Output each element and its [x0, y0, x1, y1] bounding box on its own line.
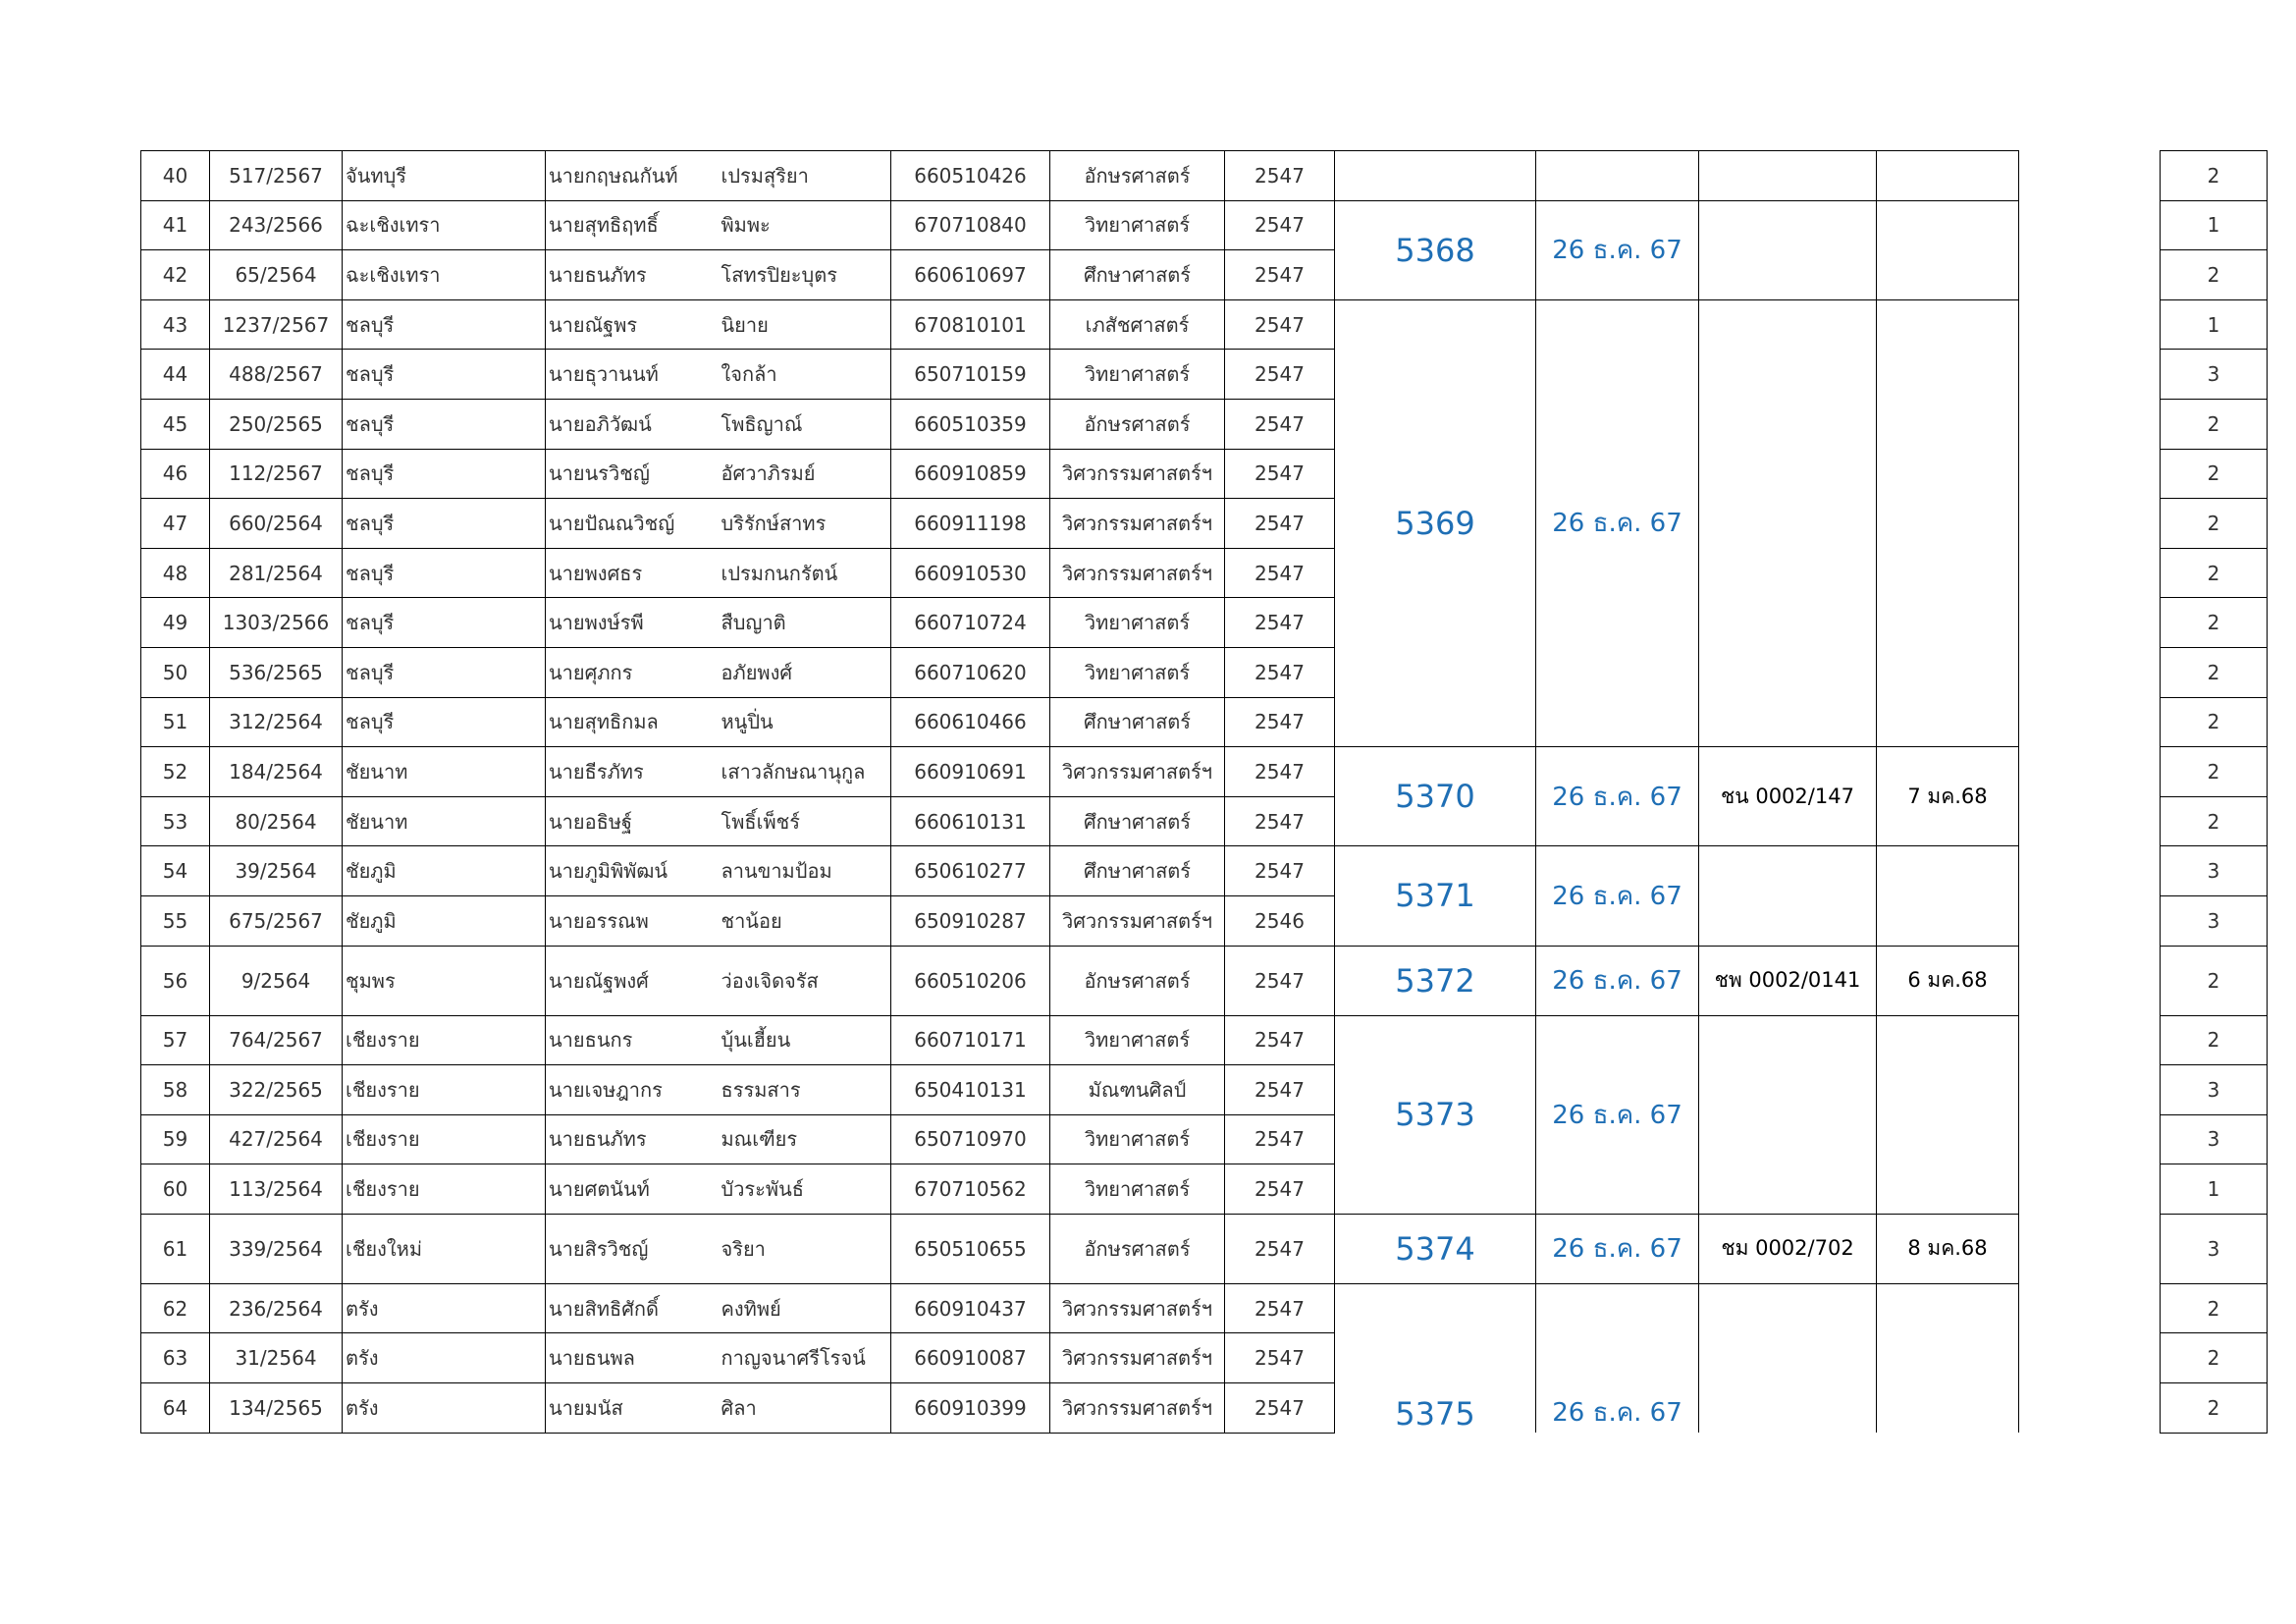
faculty-cell: วิทยาศาสตร์: [1050, 1164, 1225, 1215]
first-name-cell: นายศุภกร: [546, 647, 719, 697]
table-row: [141, 1283, 2268, 1333]
case-code-cell: 427/2564: [210, 1114, 343, 1164]
case-code-cell: 517/2567: [210, 151, 343, 201]
row-number-cell: 51: [141, 697, 210, 747]
first-name-cell: นายสุทธิกมล: [546, 697, 719, 747]
last-name-cell: เสาวลักษณานุกูล: [719, 747, 891, 797]
last-name-cell: โพธิญาณ์: [719, 399, 891, 449]
birth-year-cell: 2547: [1225, 846, 1335, 896]
sequence-cell: 2: [2161, 548, 2268, 598]
faculty-cell: วิศวกรรมศาสตร์ฯ: [1050, 1383, 1225, 1434]
reference-date-cell: [1877, 846, 2019, 946]
spacer-cell: [2019, 350, 2161, 400]
case-code-cell: 536/2565: [210, 647, 343, 697]
last-name-cell: จริยา: [719, 1214, 891, 1283]
student-id-cell: 670710840: [891, 200, 1050, 250]
spacer-cell: [2019, 1383, 2161, 1434]
birth-year-cell: 2547: [1225, 350, 1335, 400]
sequence-cell: 3: [2161, 1065, 2268, 1115]
book-number-cell: 5370: [1335, 747, 1536, 846]
spacer-cell: [2019, 895, 2161, 946]
row-number-cell: 64: [141, 1383, 210, 1434]
row-number-cell: 46: [141, 449, 210, 499]
birth-year-cell: 2546: [1225, 895, 1335, 946]
student-id-cell: 660710620: [891, 647, 1050, 697]
sequence-cell: 2: [2161, 946, 2268, 1015]
case-code-cell: 184/2564: [210, 747, 343, 797]
sequence-cell: 2: [2161, 1383, 2268, 1434]
reference-number-cell: [1699, 1015, 1877, 1214]
sequence-cell: 3: [2161, 895, 2268, 946]
sequence-cell: 2: [2161, 1015, 2268, 1065]
row-number-cell: 63: [141, 1333, 210, 1383]
faculty-cell: วิทยาศาสตร์: [1050, 598, 1225, 648]
birth-year-cell: 2547: [1225, 1214, 1335, 1283]
case-code-cell: 80/2564: [210, 796, 343, 846]
row-number-cell: 50: [141, 647, 210, 697]
last-name-cell: โสทรปิยะบุตร: [719, 250, 891, 300]
faculty-cell: ศึกษาศาสตร์: [1050, 697, 1225, 747]
reference-date-cell: [1877, 1283, 2019, 1433]
reference-date-cell: 8 มค.68: [1877, 1214, 2019, 1283]
book-date-cell: 26 ธ.ค. 67: [1536, 946, 1699, 1015]
row-number-cell: 44: [141, 350, 210, 400]
student-id-cell: 660710724: [891, 598, 1050, 648]
case-code-cell: 65/2564: [210, 250, 343, 300]
birth-year-cell: 2547: [1225, 200, 1335, 250]
first-name-cell: นายภูมิพิพัฒน์: [546, 846, 719, 896]
case-code-cell: 243/2566: [210, 200, 343, 250]
first-name-cell: นายณัฐพร: [546, 299, 719, 350]
reference-number-cell: [1699, 846, 1877, 946]
sequence-cell: 2: [2161, 697, 2268, 747]
province-cell: ชลบุรี: [343, 548, 546, 598]
student-id-cell: 660510359: [891, 399, 1050, 449]
student-id-cell: 650410131: [891, 1065, 1050, 1115]
case-code-cell: 9/2564: [210, 946, 343, 1015]
last-name-cell: อัศวาภิรมย์: [719, 449, 891, 499]
last-name-cell: ลานขามป้อม: [719, 846, 891, 896]
row-number-cell: 61: [141, 1214, 210, 1283]
row-number-cell: 52: [141, 747, 210, 797]
reference-number-cell: [1699, 200, 1877, 299]
case-code-cell: 113/2564: [210, 1164, 343, 1215]
book-date-cell: 26 ธ.ค. 67: [1536, 1214, 1699, 1283]
first-name-cell: นายธีรภัทร: [546, 747, 719, 797]
last-name-cell: ชาน้อย: [719, 895, 891, 946]
student-id-cell: 650510655: [891, 1214, 1050, 1283]
sequence-cell: 3: [2161, 350, 2268, 400]
spacer-cell: [2019, 1164, 2161, 1215]
sequence-cell: 2: [2161, 250, 2268, 300]
student-id-cell: 660910859: [891, 449, 1050, 499]
row-number-cell: 60: [141, 1164, 210, 1215]
student-id-cell: 650710159: [891, 350, 1050, 400]
row-number-cell: 49: [141, 598, 210, 648]
birth-year-cell: 2547: [1225, 697, 1335, 747]
reference-number-cell: ชม 0002/702: [1699, 1214, 1877, 1283]
faculty-cell: อักษรศาสตร์: [1050, 399, 1225, 449]
spacer-cell: [2019, 1214, 2161, 1283]
row-number-cell: 59: [141, 1114, 210, 1164]
birth-year-cell: 2547: [1225, 747, 1335, 797]
first-name-cell: นายอรรณพ: [546, 895, 719, 946]
spacer-cell: [2019, 1114, 2161, 1164]
student-id-cell: 660910530: [891, 548, 1050, 598]
last-name-cell: พิมพะ: [719, 200, 891, 250]
province-cell: ตรัง: [343, 1383, 546, 1434]
row-number-cell: 41: [141, 200, 210, 250]
table-row: [141, 846, 2268, 896]
reference-number-cell: [1699, 299, 1877, 746]
case-code-cell: 134/2565: [210, 1383, 343, 1434]
first-name-cell: นายมนัส: [546, 1383, 719, 1434]
book-date-cell: 26 ธ.ค. 67: [1536, 1283, 1699, 1433]
student-id-cell: 660910399: [891, 1383, 1050, 1434]
last-name-cell: บัวระพันธ์: [719, 1164, 891, 1215]
faculty-cell: ศึกษาศาสตร์: [1050, 846, 1225, 896]
last-name-cell: อภัยพงศ์: [719, 647, 891, 697]
last-name-cell: ใจกล้า: [719, 350, 891, 400]
province-cell: ชลบุรี: [343, 399, 546, 449]
province-cell: ชัยนาท: [343, 796, 546, 846]
birth-year-cell: 2547: [1225, 1283, 1335, 1333]
sequence-cell: 2: [2161, 1283, 2268, 1333]
case-code-cell: 764/2567: [210, 1015, 343, 1065]
spacer-cell: [2019, 1015, 2161, 1065]
case-code-cell: 312/2564: [210, 697, 343, 747]
faculty-cell: วิศวกรรมศาสตร์ฯ: [1050, 1333, 1225, 1383]
student-id-cell: 660610697: [891, 250, 1050, 300]
province-cell: ตรัง: [343, 1283, 546, 1333]
first-name-cell: นายธุวานนท์: [546, 350, 719, 400]
first-name-cell: นายเจษฎากร: [546, 1065, 719, 1115]
student-id-cell: 660910087: [891, 1333, 1050, 1383]
reference-number-cell: ชพ 0002/0141: [1699, 946, 1877, 1015]
table-row: [141, 200, 2268, 250]
province-cell: ชุมพร: [343, 946, 546, 1015]
book-date-cell: 26 ธ.ค. 67: [1536, 747, 1699, 846]
sequence-cell: 2: [2161, 598, 2268, 648]
province-cell: เชียงราย: [343, 1015, 546, 1065]
province-cell: ชลบุรี: [343, 598, 546, 648]
province-cell: ชัยนาท: [343, 747, 546, 797]
birth-year-cell: 2547: [1225, 598, 1335, 648]
spacer-cell: [2019, 697, 2161, 747]
spacer-cell: [2019, 796, 2161, 846]
row-number-cell: 54: [141, 846, 210, 896]
case-code-cell: 281/2564: [210, 548, 343, 598]
row-number-cell: 45: [141, 399, 210, 449]
birth-year-cell: 2547: [1225, 1383, 1335, 1434]
book-date-cell: [1536, 151, 1699, 201]
birth-year-cell: 2547: [1225, 1015, 1335, 1065]
last-name-cell: ว่องเจิดจรัส: [719, 946, 891, 1015]
first-name-cell: นายธนพล: [546, 1333, 719, 1383]
case-code-cell: 675/2567: [210, 895, 343, 946]
sequence-cell: 1: [2161, 299, 2268, 350]
row-number-cell: 56: [141, 946, 210, 1015]
first-name-cell: นายธนภัทร: [546, 1114, 719, 1164]
first-name-cell: นายอภิวัฒน์: [546, 399, 719, 449]
reference-date-cell: 6 มค.68: [1877, 946, 2019, 1015]
book-number-cell: [1335, 151, 1536, 201]
book-number-cell: 5375: [1335, 1283, 1536, 1433]
first-name-cell: นายสุทธิฤทธิ์: [546, 200, 719, 250]
spacer-cell: [2019, 647, 2161, 697]
row-number-cell: 55: [141, 895, 210, 946]
province-cell: ชลบุรี: [343, 697, 546, 747]
faculty-cell: วิทยาศาสตร์: [1050, 1015, 1225, 1065]
case-code-cell: 660/2564: [210, 499, 343, 549]
table-row: [141, 299, 2268, 350]
book-date-cell: 26 ธ.ค. 67: [1536, 846, 1699, 946]
province-cell: เชียงราย: [343, 1114, 546, 1164]
province-cell: ฉะเชิงเทรา: [343, 200, 546, 250]
birth-year-cell: 2547: [1225, 1164, 1335, 1215]
book-number-cell: 5368: [1335, 200, 1536, 299]
first-name-cell: นายพงษ์รพี: [546, 598, 719, 648]
faculty-cell: อักษรศาสตร์: [1050, 151, 1225, 201]
book-number-cell: 5371: [1335, 846, 1536, 946]
province-cell: เชียงราย: [343, 1065, 546, 1115]
last-name-cell: โพธิ์เพ็ชร์: [719, 796, 891, 846]
book-date-cell: 26 ธ.ค. 67: [1536, 299, 1699, 746]
spacer-cell: [2019, 747, 2161, 797]
birth-year-cell: 2547: [1225, 647, 1335, 697]
last-name-cell: บุ้นเฮี้ยน: [719, 1015, 891, 1065]
case-code-cell: 112/2567: [210, 449, 343, 499]
faculty-cell: ศึกษาศาสตร์: [1050, 796, 1225, 846]
reference-number-cell: [1699, 151, 1877, 201]
student-id-cell: 660610466: [891, 697, 1050, 747]
birth-year-cell: 2547: [1225, 151, 1335, 201]
province-cell: ตรัง: [343, 1333, 546, 1383]
row-number-cell: 47: [141, 499, 210, 549]
reference-date-cell: [1877, 200, 2019, 299]
book-date-cell: 26 ธ.ค. 67: [1536, 200, 1699, 299]
province-cell: ชลบุรี: [343, 499, 546, 549]
student-id-cell: 660510206: [891, 946, 1050, 1015]
spacer-cell: [2019, 1283, 2161, 1333]
last-name-cell: ศิลา: [719, 1383, 891, 1434]
province-cell: เชียงใหม่: [343, 1214, 546, 1283]
sequence-cell: 2: [2161, 747, 2268, 797]
sequence-cell: 3: [2161, 1114, 2268, 1164]
record-table: [140, 150, 2268, 1434]
faculty-cell: วิทยาศาสตร์: [1050, 1114, 1225, 1164]
sequence-cell: 2: [2161, 151, 2268, 201]
province-cell: จันทบุรี: [343, 151, 546, 201]
table-row: [141, 1015, 2268, 1065]
student-id-cell: 660510426: [891, 151, 1050, 201]
sequence-cell: 2: [2161, 499, 2268, 549]
spacer-cell: [2019, 1333, 2161, 1383]
first-name-cell: นายณัฐพงศ์: [546, 946, 719, 1015]
table-row: [141, 946, 2268, 1015]
case-code-cell: 488/2567: [210, 350, 343, 400]
spacer-cell: [2019, 548, 2161, 598]
last-name-cell: หนูปิ่น: [719, 697, 891, 747]
first-name-cell: นายกฤษณกันท์: [546, 151, 719, 201]
student-id-cell: 660610131: [891, 796, 1050, 846]
first-name-cell: นายศตนันท์: [546, 1164, 719, 1215]
province-cell: ชัยภูมิ: [343, 895, 546, 946]
table-row: [141, 151, 2268, 201]
spacer-cell: [2019, 499, 2161, 549]
birth-year-cell: 2547: [1225, 796, 1335, 846]
birth-year-cell: 2547: [1225, 946, 1335, 1015]
last-name-cell: ธรรมสาร: [719, 1065, 891, 1115]
faculty-cell: วิศวกรรมศาสตร์ฯ: [1050, 1283, 1225, 1333]
case-code-cell: 339/2564: [210, 1214, 343, 1283]
case-code-cell: 236/2564: [210, 1283, 343, 1333]
reference-date-cell: [1877, 1015, 2019, 1214]
first-name-cell: นายสิทธิศักดิ์: [546, 1283, 719, 1333]
sequence-cell: 1: [2161, 200, 2268, 250]
student-id-cell: 670710562: [891, 1164, 1050, 1215]
province-cell: ชลบุรี: [343, 647, 546, 697]
birth-year-cell: 2547: [1225, 250, 1335, 300]
last-name-cell: เปรมกนกรัตน์: [719, 548, 891, 598]
first-name-cell: นายนรวิชญ์: [546, 449, 719, 499]
birth-year-cell: 2547: [1225, 499, 1335, 549]
spacer-cell: [2019, 250, 2161, 300]
last-name-cell: นิยาย: [719, 299, 891, 350]
birth-year-cell: 2547: [1225, 548, 1335, 598]
book-number-cell: 5373: [1335, 1015, 1536, 1214]
sequence-cell: 2: [2161, 647, 2268, 697]
faculty-cell: วิทยาศาสตร์: [1050, 200, 1225, 250]
spacer-cell: [2019, 1065, 2161, 1115]
sequence-cell: 1: [2161, 1164, 2268, 1215]
first-name-cell: นายธนกร: [546, 1015, 719, 1065]
case-code-cell: 322/2565: [210, 1065, 343, 1115]
province-cell: เชียงราย: [343, 1164, 546, 1215]
spacer-cell: [2019, 449, 2161, 499]
spacer-cell: [2019, 200, 2161, 250]
birth-year-cell: 2547: [1225, 1065, 1335, 1115]
row-number-cell: 58: [141, 1065, 210, 1115]
student-id-cell: 660910437: [891, 1283, 1050, 1333]
student-id-cell: 660710171: [891, 1015, 1050, 1065]
first-name-cell: นายสิรวิชญ์: [546, 1214, 719, 1283]
sequence-cell: 3: [2161, 1214, 2268, 1283]
spacer-cell: [2019, 399, 2161, 449]
book-date-cell: 26 ธ.ค. 67: [1536, 1015, 1699, 1214]
birth-year-cell: 2547: [1225, 399, 1335, 449]
faculty-cell: เภสัชศาสตร์: [1050, 299, 1225, 350]
student-id-cell: 650610277: [891, 846, 1050, 896]
birth-year-cell: 2547: [1225, 1333, 1335, 1383]
last-name-cell: กาญจนาศรีโรจน์: [719, 1333, 891, 1383]
faculty-cell: อักษรศาสตร์: [1050, 1214, 1225, 1283]
reference-date-cell: 7 มค.68: [1877, 747, 2019, 846]
reference-number-cell: ชน 0002/147: [1699, 747, 1877, 846]
last-name-cell: คงทิพย์: [719, 1283, 891, 1333]
student-id-cell: 650710970: [891, 1114, 1050, 1164]
province-cell: ชลบุรี: [343, 449, 546, 499]
sequence-cell: 2: [2161, 449, 2268, 499]
first-name-cell: นายปัณณวิชญ์: [546, 499, 719, 549]
spacer-cell: [2019, 846, 2161, 896]
book-number-cell: 5369: [1335, 299, 1536, 746]
reference-number-cell: [1699, 1283, 1877, 1433]
student-id-cell: 660910691: [891, 747, 1050, 797]
province-cell: ชัยภูมิ: [343, 846, 546, 896]
faculty-cell: วิศวกรรมศาสตร์ฯ: [1050, 747, 1225, 797]
faculty-cell: วิศวกรรมศาสตร์ฯ: [1050, 499, 1225, 549]
sequence-cell: 2: [2161, 1333, 2268, 1383]
last-name-cell: บริรักษ์สาทร: [719, 499, 891, 549]
birth-year-cell: 2547: [1225, 299, 1335, 350]
last-name-cell: มณเฑียร: [719, 1114, 891, 1164]
faculty-cell: วิทยาศาสตร์: [1050, 647, 1225, 697]
reference-date-cell: [1877, 151, 2019, 201]
book-number-cell: 5372: [1335, 946, 1536, 1015]
faculty-cell: วิศวกรรมศาสตร์ฯ: [1050, 548, 1225, 598]
row-number-cell: 53: [141, 796, 210, 846]
spacer-cell: [2019, 598, 2161, 648]
first-name-cell: นายพงศธร: [546, 548, 719, 598]
book-number-cell: 5374: [1335, 1214, 1536, 1283]
row-number-cell: 57: [141, 1015, 210, 1065]
faculty-cell: วิทยาศาสตร์: [1050, 350, 1225, 400]
birth-year-cell: 2547: [1225, 449, 1335, 499]
student-id-cell: 670810101: [891, 299, 1050, 350]
row-number-cell: 48: [141, 548, 210, 598]
spacer-cell: [2019, 946, 2161, 1015]
spacer-cell: [2019, 299, 2161, 350]
sequence-cell: 2: [2161, 796, 2268, 846]
birth-year-cell: 2547: [1225, 1114, 1335, 1164]
province-cell: ชลบุรี: [343, 299, 546, 350]
faculty-cell: วิศวกรรมศาสตร์ฯ: [1050, 449, 1225, 499]
table-row: [141, 1214, 2268, 1283]
table-row: [141, 747, 2268, 797]
student-id-cell: 650910287: [891, 895, 1050, 946]
row-number-cell: 40: [141, 151, 210, 201]
first-name-cell: นายอธิษฐ์: [546, 796, 719, 846]
last-name-cell: เปรมสุริยา: [719, 151, 891, 201]
sequence-cell: 3: [2161, 846, 2268, 896]
first-name-cell: นายธนภัทร: [546, 250, 719, 300]
case-code-cell: 250/2565: [210, 399, 343, 449]
faculty-cell: มัณฑนศิลป์: [1050, 1065, 1225, 1115]
spacer-cell: [2019, 151, 2161, 201]
faculty-cell: ศึกษาศาสตร์: [1050, 250, 1225, 300]
row-number-cell: 62: [141, 1283, 210, 1333]
case-code-cell: 39/2564: [210, 846, 343, 896]
sequence-cell: 2: [2161, 399, 2268, 449]
student-id-cell: 660911198: [891, 499, 1050, 549]
case-code-cell: 1303/2566: [210, 598, 343, 648]
row-number-cell: 42: [141, 250, 210, 300]
row-number-cell: 43: [141, 299, 210, 350]
reference-date-cell: [1877, 299, 2019, 746]
province-cell: ฉะเชิงเทรา: [343, 250, 546, 300]
faculty-cell: อักษรศาสตร์: [1050, 946, 1225, 1015]
case-code-cell: 1237/2567: [210, 299, 343, 350]
faculty-cell: วิศวกรรมศาสตร์ฯ: [1050, 895, 1225, 946]
last-name-cell: สืบญาติ: [719, 598, 891, 648]
province-cell: ชลบุรี: [343, 350, 546, 400]
case-code-cell: 31/2564: [210, 1333, 343, 1383]
record-table-body: [141, 151, 2268, 1434]
